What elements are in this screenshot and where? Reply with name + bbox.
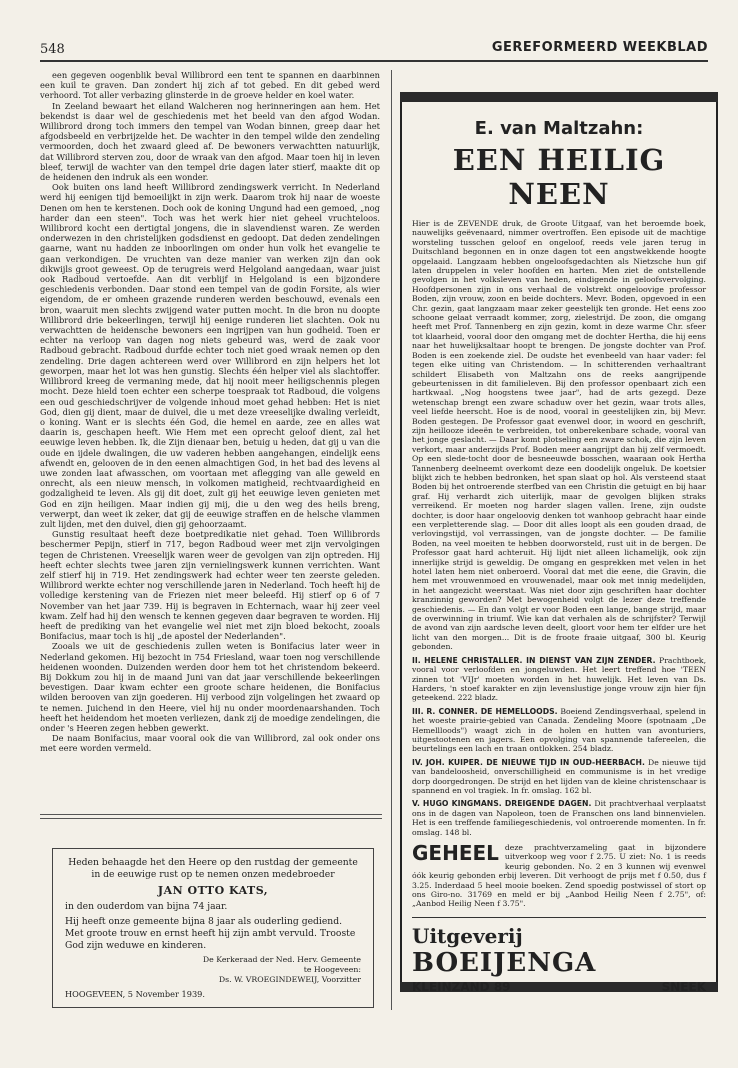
article-paragraph: Zooals we uit de geschiedenis zullen weten is Bonifacius later weer in Nederland gekomen. Hij bezocht in 754 Friesland, waar toen nog verschillende heidenen woonden. Duizenden werden door hem tot het christendom bekeerd. Bij Dokkum zou hij in de maand Juni van dat jaar verschillende bekeerlingen bevestigen. Daar kwam echter een groote schare heidenen, die Bonifacius wilden berooven van zijn goederen. Hij verbood zijn volgelingen het zwaard op te nemen. Juichend in den Heere, viel hij nu onder moordenaarshanden. Toch heeft het heidendom het moeten verliezen, dank zij de moedige zendelingen, die onder 's Heeren zegen hebben gewerkt. [40,641,380,733]
ad-book-item [412,799,706,837]
obituary-notice [52,848,374,1008]
publisher-name [412,924,706,978]
obituary-place-date: HOOGEVEEN, 5 November 1939. [65,989,205,999]
ad-book-item [412,707,706,754]
article-paragraph: een gegeven oogenblik beval Willibrord een tent te spannen en daarbinnen een kuil te graven. Dan zondert hij zich af tot gebed. En dit gebed werd verhoord. Tot aller verbazing glinsterde in de groeve helder en koel water. [40,70,380,101]
item-title: R. CONNER. DE HEMELLOODS. [426,706,558,716]
column-divider [391,70,392,1010]
publisher-prefix: Uitgeverij [412,923,523,948]
obituary-age: in den ouderdom van bijna 74 jaar. [65,901,228,912]
street-address: KLEINZAND 89 [412,979,511,994]
offer-heading: GEHEEL [412,841,499,865]
offer-text: deze prachtverzameling gaat in bijzondere uitverkoop weg voor f 2.75. U ziet: No. 1 is reeds keurig gebonden. No. 2 en 3 kunnen wij evenwel óók keurig gebonden erbij leveren. Dit verhoogt de prijs met f 0.50, dus f 3.25. Inderdaad 5 heel mooie boeken. Zend spoedig postwissel of stort op ons Giro-no. 31769 en meld er bij „Aanbod Heilig Neen f 2.75", of: „Aanbod Heilig Neen f 3.75". [412,843,706,909]
article-paragraph: De naam Bonifacius, maar vooral ook die van Willibrord, zal ook onder ons met eere worden vermeld. [40,733,380,754]
page-number: 548 [40,42,65,57]
article-paragraph: Gunstig resultaat heeft deze boetpredikatie niet gehad. Toen Willibrords beschermer Pepijn, stierf in 717, begon Radboud weer met zijn vervolgingen tegen de Christenen. Vreeselijk waren weer de gevolgen van zijn optreden. Hij heeft echter slechts twee jaren zijn vernielingswerk kunnen verrichten. Want zelf stierf hij in 719. Het zendingswerk had echter weer ten zeerste geleden. Willibrord werkte echter nog verschillende jaren in Nederland. Toch heeft hij de volledige kerstening van de Friezen niet meer beleefd. Hij stierf op 6 of 7 November van het jaar 739. Hij is begraven in Echternach, waar hij zeer veel kwam. Zelf had hij den wensch te kennen gegeven daar begraven te worden. Hij heeft de prediking van het evangelie wel niet met zijn bloed bekocht, zooals Bonifacius, maar toch is hij „de apostel der Nederlanden". [40,529,380,642]
obituary-body: Hij heeft onze gemeente bijna 8 jaar als ouderling gediend. Met groote trouw en ernst heeft hij zijn ambt vervuld. Trooste God zijn weduwe en kinderen. [65,916,356,951]
item-text: De nieuwe tijd van bandeloosheid, onverschilligheid en communisme is in het vredige dorp doorgedrongen. De strijd en het lijden van de kleine christenschaar is spannend en vol tragiek. In fr. omslag. 162 bl. [412,757,707,795]
obituary-intro: Heden behaagde het den Heere op den rustdag der gemeente in de eeuwige rust op te nemen onzen medebroeder [68,857,358,880]
item-text: Boeiend Zendingsverhaal, spelend in het woeste prairie-gebied van Canada. Zendeling Moore (spotnaam „De Hemellloods") waagt zich in de holen en hutten van avonturiers, uitgestootenen en jagers. Een opvolging van spannende tafereelen, die beurtelings een lach en traan ontlokken. 254 bladz. [412,706,706,754]
article-paragraph: Ook buiten ons land heeft Willibrord zendingswerk verricht. In Nederland werd hij eenigen tijd bemoeilijkt in zijn werk. Daarom trok hij naar de woeste Denen om hen te kerstenen. Doch ook de koning Ungund had een gemoed, „nog harder dan een steen". Toch was het werk hier niet geheel vruchteloos. Willibrord kocht een dertigtal jongens, die in slavendienst waren. Ze werden onderwezen in den christelijken godsdienst en gedoopt. Dat deden zendelingen gaarne, want nu hadden ze inboorlingen om onder hun volk het evangelie te gaan verkondigen. De vruchten van deze manier van werken zijn dan ook dikwijls groot geweest. Op de terugreis werd Helgoland aangedaan, waar juist ook Radboud vertoefde. Aan dit verblijf in Helgoland is een bijzondere geschiedenis verbonden. Daar stond een tempel van de godin Forsite, als wier eigendom, de er omheen grazende runderen werden beschouwd, evenals een bron, waaruit men slechts zwijgend water putten mocht. In die bron nu doopte Willibrord drie bekeerlingen, terwijl hij eenige runderen liet slachten. Ook nu verwachtten de heidensche bewoners een ingrijpen van hun godheid. Toen er echter na verloop van dagen nog niets gebeurd was, werd de zaak voor Radboud gebracht. Radboud durfde echter toch niet goed wraak nemen op den zendeling. Drie dagen achtereen werd over Willibrord en zijn helpers het lot geworpen, maar het lot was hen gunstig. Slechts één helper viel als slachtoffer. Willibrord kreeg de vermaning mede, dat hij nooit meer heiligschennis plegen mocht. Deze hield toen echter een scherpe toespraak tot Radboud, die volgens een oud geschiedschrijver de volgende inhoud moet gehad hebben: Het is niet God, dien gij dient, maar de duivel, die u met deze vreeselijke dwaling verleidt, o koning. Want er is slechts één God, die hemel en aarde, zee en alles wat daarin is, geschapen heeft. Wie Hem met een oprecht geloof dient, zal het eeuwige leven hebben. Ik, die Zijn dienaar ben, betuig u heden, dat gij u van die oude en ijdele dwalingen, die uw vaderen hebben aangehangen, eindelijk eens afwendt en, gelooven de in den eenen almachtigen God, in het bad des levens al uwe zonden laat afwasschen, om voortaan met aflegging van alle geweld en onrecht, als een nieuw mensch, in volkomen matigheid, rechtvaardigheid en godzaligheid te leven. Als gij dit doet, zult gij het eeuwige leven genieten met God en zijn heiligen. Maar indien gij mij, die u den weg des heils breng, verwerpt, dan weet ik zeker, dat gij de eeuwige straffen en de helsche vlammen zult lijden, met den duivel, dien gij gehoorzaamt. [40,182,380,529]
signatory-line: te Hoogeveen: [303,965,361,974]
ad-description: Hier is de ZEVENDE druk, de Groote Uitgaaf, van het beroemde boek, nauwelijks geëvenaard, nimmer overtroffen. Een episode uit de machtige worsteling tusschen geloof en ongeloof, reeds vele jaren terug in Duitschland begonnen en in onze dagen tot een angstwekkende hoogte opgelaaid. Langzaam hebben ongeloofsgedachten als Nietzsche hun gif laten druppelen in veler hoofden en harten. Men ziet de ontstellende gevolgen in het volksleven van heden, eindigende in geloofsvervolging. Hoofdpersonen zijn in ons verhaal de volstrekt ongeloovige professor Boden, zijn vrouw, zoon en beide dochters. Mevr. Boden, opgevoed in een Chr. gezin, gaat langzaam maar zeker geestelijk ten gronde. Het eens zoo schoone gelaat verraadt kommer, zorg, zielestrijd. De zoon, die omgang heeft met Prof. Tannenberg en zijn gezin, komt in deze warme Chr. sfeer tot klaarheid, vooral door den omgang met de dochter Hertha, die hij eens naar het huwelijksaltaar hoopt te brengen. De jongste dochter van Prof. Boden is een zoekende ziel. De oudste het evenbeeld van haar vader: fel tegen elke uiting van Christendom. — In schitterenden verhaaltrant schildert Elisabeth von Maltzahn ons de reeks aangrijpende gebeurtenissen in dit familieleven. Bij den professor openbaart zich een hartkwaal. „Nog hoogstens twee jaar", had de arts gezegd. Deze wetenschap brengt een zware schaduw over het gezin, waar trots alles, veel liefde heerscht. Hoe is de nood, vooral in geestelijken zin, bij Mevr. Boden gestegen. De Professor gaat evenwel door, in woord en geschrift, zijn heillooze ideeën te verbreiden, tot onberekenbare schade, vooral van het jonge geslacht. — Daar komt plotseling een zware schok, die zijn leven verkort, maar anderzijds Prof. Boden meer aangrijpt dan hij zelf vermoedt. Op een slede-tocht door de besneeuwde bosschen, waaraan ook Hertha Tannenberg deelneemt overkomt deze een doodelijk ongeluk. De koetsier blijkt zich te hebben bedronken, het span slaat op hol. Als versteend staat Boden bij het ontroerende sterfbed van een Christin die getuigt en bij haar graf. Hij verhardt zich uiterlijk, maar de gevolgen blijken straks verreikend. Er moeten nog harder slagen vallen. Irene, zijn oudste dochter, is door haar ongeloovig denken tot wanhoop gebracht haar einde een verpletterende slag. — Door dit alles loopt als een gouden draad, de verlovingstijd, vol verrassingen, van de jongste dochter. — De familie Boden, na veel moeiten te hebben doorworsteld, rust uit in de bergen. De Professor gaat hard achteruit. Hij lijdt niet alleen lichamelijk, ook zijn innerlijke strijd is geweldig. De omgang en gesprekken met velen in het hotel laten hem niet onberoerd. Vooral dat met die eene, die Gravin, die hem met vrouwenmoed en vrouwenadel, maar ook met innig medelijden, in het aangezicht weerstaat. Was niet door zijn geschriften haar dochter kranzinnig geworden? Met bewogenheid volgt de lezer deze treffende geschiedenis. — En dan volgt er voor Boden een lange, bange strijd, maar de overwinning in triumf. Wie kan dat verhalen als de schrijfster? Terwijl de avond van zijn aardsche leven deelt, gloort voor hem ter elfder ure het licht van den morgen... Dit is de froote fraaie uitgaaf, 300 bl. Keurig gebonden. [412,219,706,652]
item-text: Prachtboek, vooral voor verloofden en jongeluwden. Het leert treffend hoe 'TEEN zinnen tot 'VIJr' moeten worden in het huwelijk. Het leven van Ds. Harders, 'n stoef karakter en zijn levenslustige jonge vrouw zijn hier fijn geteekend. 222 bladz. [412,655,707,703]
signatory-line: De Kerkeraad der Ned. Herv. Gemeente [202,955,361,964]
item-number: II. [412,655,421,665]
publisher-brand: BOEIJENGA [412,947,597,978]
article-paragraph: In Zeeland bewaart het eiland Walcheren nog herinneringen aan hem. Het bekendst is daar wel de geschiedenis met het beeld van den afgod Wodan. Willibrord drong toch immers den tempel van Wodan binnen, greep daar het afgodsbeeld en verbrijzelde het. De wachter in den tempel wilde den zendeling vermoorden, doch het zwaard gleed af. De bewoners verwachtten natuurlijk, dat Willibrord sterven zou, door de wraak van den afgod. Maar toen hij in leven bleef, terwijl de wachter van den tempel drie dagen later stierf, maakte dit op de heidenen den indruk als een wonder. [40,100,380,183]
publication-title: GEREFORMEERD WEEKBLAD [491,40,708,55]
divider [40,814,382,815]
city: SNEEK [661,979,706,994]
item-number: V. [412,799,420,809]
ad-book-title: EEN HEILIG NEEN [452,143,666,211]
item-title: JOH. KUIPER. DE NIEUWE TIJD IN OUD-HEERBACH. [425,757,645,767]
item-title: HELENE CHRISTALLER. IN DIENST VAN ZIJN ZENDER. [424,655,656,665]
book-advertisement [400,92,718,1009]
signatory-line: Ds. W. VROEGINDEWEIJ, Voorzitter [218,975,361,984]
top-band [400,92,718,102]
item-text: Dit prachtverhaal verplaatst ons in de dagen van Napoleon, toen de Franschen ons land binnenvielen. Het is een treffende familiegeschiedenis, vol ontroerende momenten. In fr. omslag. 148 bl. [412,799,707,837]
item-title: HUGO KINGMANS. DREIGENDE DAGEN. [422,799,592,809]
ad-book-item [412,758,706,796]
item-number: III. [412,706,424,716]
article-column [40,70,380,805]
offer-block [412,843,706,909]
ad-book-item [412,656,706,703]
page-header [40,38,708,62]
deceased-name: JAN OTTO KATS, [157,884,269,897]
ad-author: E. van Maltzahn: [474,118,644,139]
item-number: IV. [412,757,423,767]
divider [40,818,382,819]
